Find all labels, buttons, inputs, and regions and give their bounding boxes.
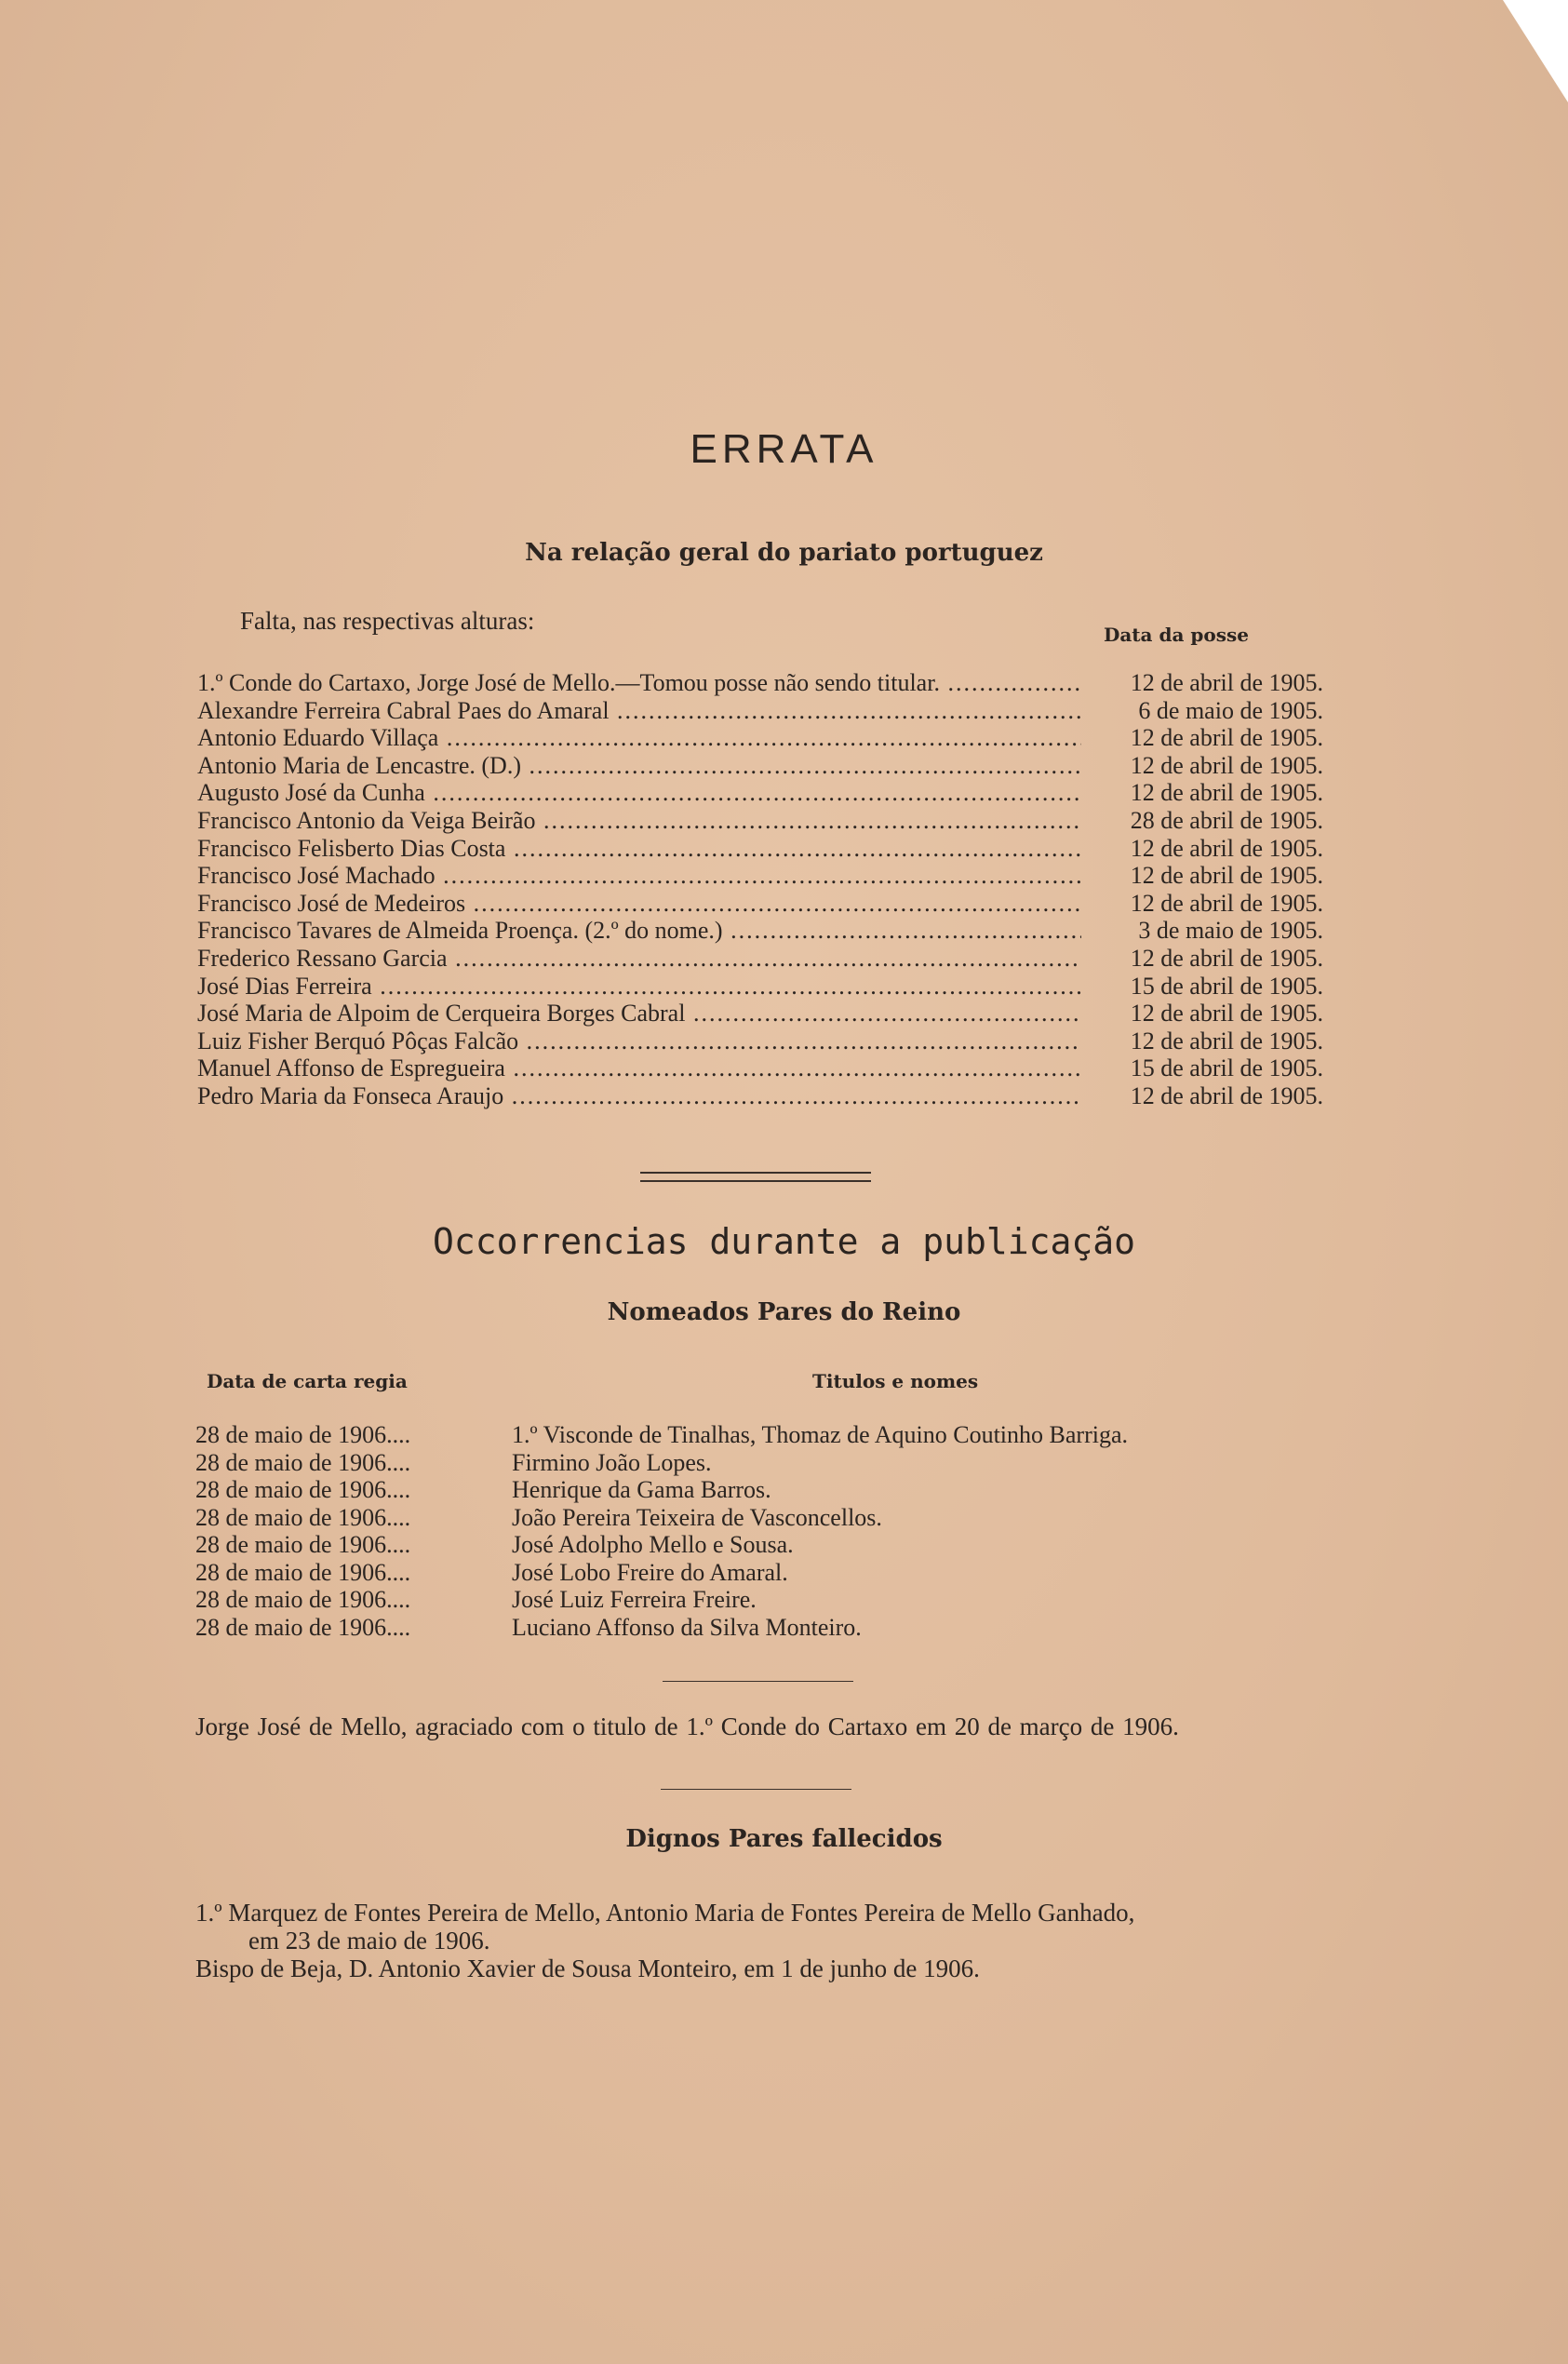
errata-row	[197, 1000, 1323, 1028]
torn-corner	[1503, 0, 1568, 102]
posse-date: 3 de maio de 1905.	[1138, 917, 1323, 945]
nomeado-name: Henrique da Gama Barros.	[512, 1476, 771, 1503]
posse-date: 28 de abril de 1905.	[1130, 806, 1323, 834]
posse-column-header: Data da posse	[1104, 624, 1249, 646]
carta-column-header: Data de carta regia	[207, 1370, 408, 1392]
peer-name: Antonio Maria de Lencastre. (D.) .....	[197, 752, 1081, 780]
peer-name: Frederico Ressano Garcia .....	[197, 945, 1081, 973]
errata-row	[197, 724, 1323, 752]
nomeado-row	[195, 1476, 1312, 1504]
errata-row	[197, 973, 1323, 1001]
errata-row	[197, 917, 1323, 945]
errata-row	[197, 779, 1323, 807]
peer-name: Antonio Eduardo Villaça .....	[197, 724, 1081, 752]
peer-name: Francisco José de Medeiros .....	[197, 890, 1081, 918]
errata-row	[197, 945, 1323, 973]
nomeado-row	[195, 1614, 1312, 1642]
nomeado-name: José Luiz Ferreira Freire.	[512, 1586, 757, 1613]
carta-date: 28 de maio de 1906....	[195, 1613, 411, 1641]
nomeado-row	[195, 1531, 1312, 1559]
section-divider	[640, 1172, 871, 1182]
errata-row	[197, 890, 1323, 918]
peer-name: Manuel Affonso de Espregueira .....	[197, 1054, 1081, 1082]
posse-date: 15 de abril de 1905.	[1130, 972, 1323, 1000]
nomeado-row	[195, 1449, 1312, 1477]
fallecido-entry-continuation: em 23 de maio de 1906.	[248, 1927, 490, 1954]
peer-name: Augusto José da Cunha .....	[197, 779, 1081, 807]
fallecido-entry: Bispo de Beja, D. Antonio Xavier de Sousa Monteiro, em 1 de junho de 1906.	[195, 1954, 980, 1982]
nomeados-list	[195, 1421, 1312, 1641]
page-title: ERRATA	[690, 426, 878, 472]
errata-row	[197, 835, 1323, 863]
nomeado-row	[195, 1586, 1312, 1614]
peer-name: Alexandre Ferreira Cabral Paes do Amaral .....	[197, 697, 1081, 725]
errata-row	[197, 752, 1323, 780]
peer-name: José Dias Ferreira .....	[197, 973, 1081, 1001]
posse-date: 12 de abril de 1905.	[1130, 862, 1323, 890]
posse-date: 12 de abril de 1905.	[1130, 1000, 1323, 1028]
nomeados-title: Nomeados Pares do Reino	[607, 1298, 961, 1326]
nomeado-row	[195, 1559, 1312, 1587]
nomeado-name: 1.º Visconde de Tinalhas, Thomaz de Aquino Coutinho Barriga.	[512, 1421, 1128, 1448]
carta-date: 28 de maio de 1906....	[195, 1558, 411, 1586]
intro-label: Falta, nas respectivas alturas:	[240, 607, 535, 635]
posse-date: 15 de abril de 1905.	[1130, 1054, 1323, 1082]
nomeado-name: João Pereira Teixeira de Vasconcellos.	[512, 1503, 882, 1531]
posse-date: 12 de abril de 1905.	[1130, 1027, 1323, 1054]
peer-name: Pedro Maria da Fonseca Araujo .....	[197, 1082, 1081, 1110]
posse-date: 12 de abril de 1905.	[1130, 669, 1323, 696]
peer-name: José Maria de Alpoim de Cerqueira Borges Cabral .....	[197, 1000, 1081, 1028]
peer-name: Luiz Fisher Berquó Pôças Falcão .....	[197, 1028, 1081, 1055]
errata-row	[197, 669, 1323, 697]
errata-row	[197, 1082, 1323, 1110]
peer-name: Francisco Tavares de Almeida Proença. (2.º do nome.) .....	[197, 917, 1081, 945]
mello-note: Jorge José de Mello, agraciado com o titulo de 1.º Conde do Cartaxo em 20 de março de 1906.	[195, 1713, 1179, 1740]
carta-date: 28 de maio de 1906....	[195, 1448, 411, 1476]
nomeado-row	[195, 1421, 1312, 1449]
carta-date: 28 de maio de 1906....	[195, 1503, 411, 1531]
nomeado-name: José Adolpho Mello e Sousa.	[512, 1531, 794, 1558]
posse-date: 12 de abril de 1905.	[1130, 724, 1323, 752]
divider-rule	[663, 1681, 853, 1682]
peer-name: 1.º Conde do Cartaxo, Jorge José de Mello.—Tomou posse não sendo titular. .....	[197, 669, 1081, 697]
fallecidos-title: Dignos Pares fallecidos	[625, 1825, 943, 1853]
divider-rule	[661, 1789, 851, 1790]
posse-date: 12 de abril de 1905.	[1130, 779, 1323, 807]
errata-row	[197, 807, 1323, 835]
peer-name: Francisco Antonio da Veiga Beirão .....	[197, 807, 1081, 835]
posse-date: 12 de abril de 1905.	[1130, 751, 1323, 779]
carta-date: 28 de maio de 1906....	[195, 1421, 411, 1448]
fallecido-entry: 1.º Marquez de Fontes Pereira de Mello, Antonio Maria de Fontes Pereira de Mello Ganhado,	[195, 1899, 1135, 1927]
occurrences-title: Occorrencias durante a publicação	[433, 1221, 1135, 1262]
peer-name: Francisco Felisberto Dias Costa .....	[197, 835, 1081, 863]
fallecidos-list	[195, 1899, 1326, 1982]
carta-date: 28 de maio de 1906....	[195, 1586, 411, 1613]
errata-row	[197, 697, 1323, 725]
errata-list	[197, 669, 1323, 1110]
titulos-column-header: Titulos e nomes	[812, 1370, 979, 1392]
errata-row	[197, 862, 1323, 890]
posse-date: 6 de maio de 1905.	[1138, 696, 1323, 724]
errata-row	[197, 1054, 1323, 1082]
errata-subtitle: Na relação geral do pariato portuguez	[525, 539, 1043, 567]
carta-date: 28 de maio de 1906....	[195, 1531, 411, 1558]
posse-date: 12 de abril de 1905.	[1130, 889, 1323, 917]
errata-row	[197, 1028, 1323, 1055]
posse-date: 12 de abril de 1905.	[1130, 1081, 1323, 1109]
posse-date: 12 de abril de 1905.	[1130, 944, 1323, 972]
peer-name: Francisco José Machado .....	[197, 862, 1081, 890]
nomeado-name: José Lobo Freire do Amaral.	[512, 1558, 788, 1586]
carta-date: 28 de maio de 1906....	[195, 1476, 411, 1503]
nomeado-row	[195, 1504, 1312, 1532]
nomeado-name: Luciano Affonso da Silva Monteiro.	[512, 1613, 862, 1641]
nomeado-name: Firmino João Lopes.	[512, 1448, 712, 1476]
posse-date: 12 de abril de 1905.	[1130, 834, 1323, 862]
